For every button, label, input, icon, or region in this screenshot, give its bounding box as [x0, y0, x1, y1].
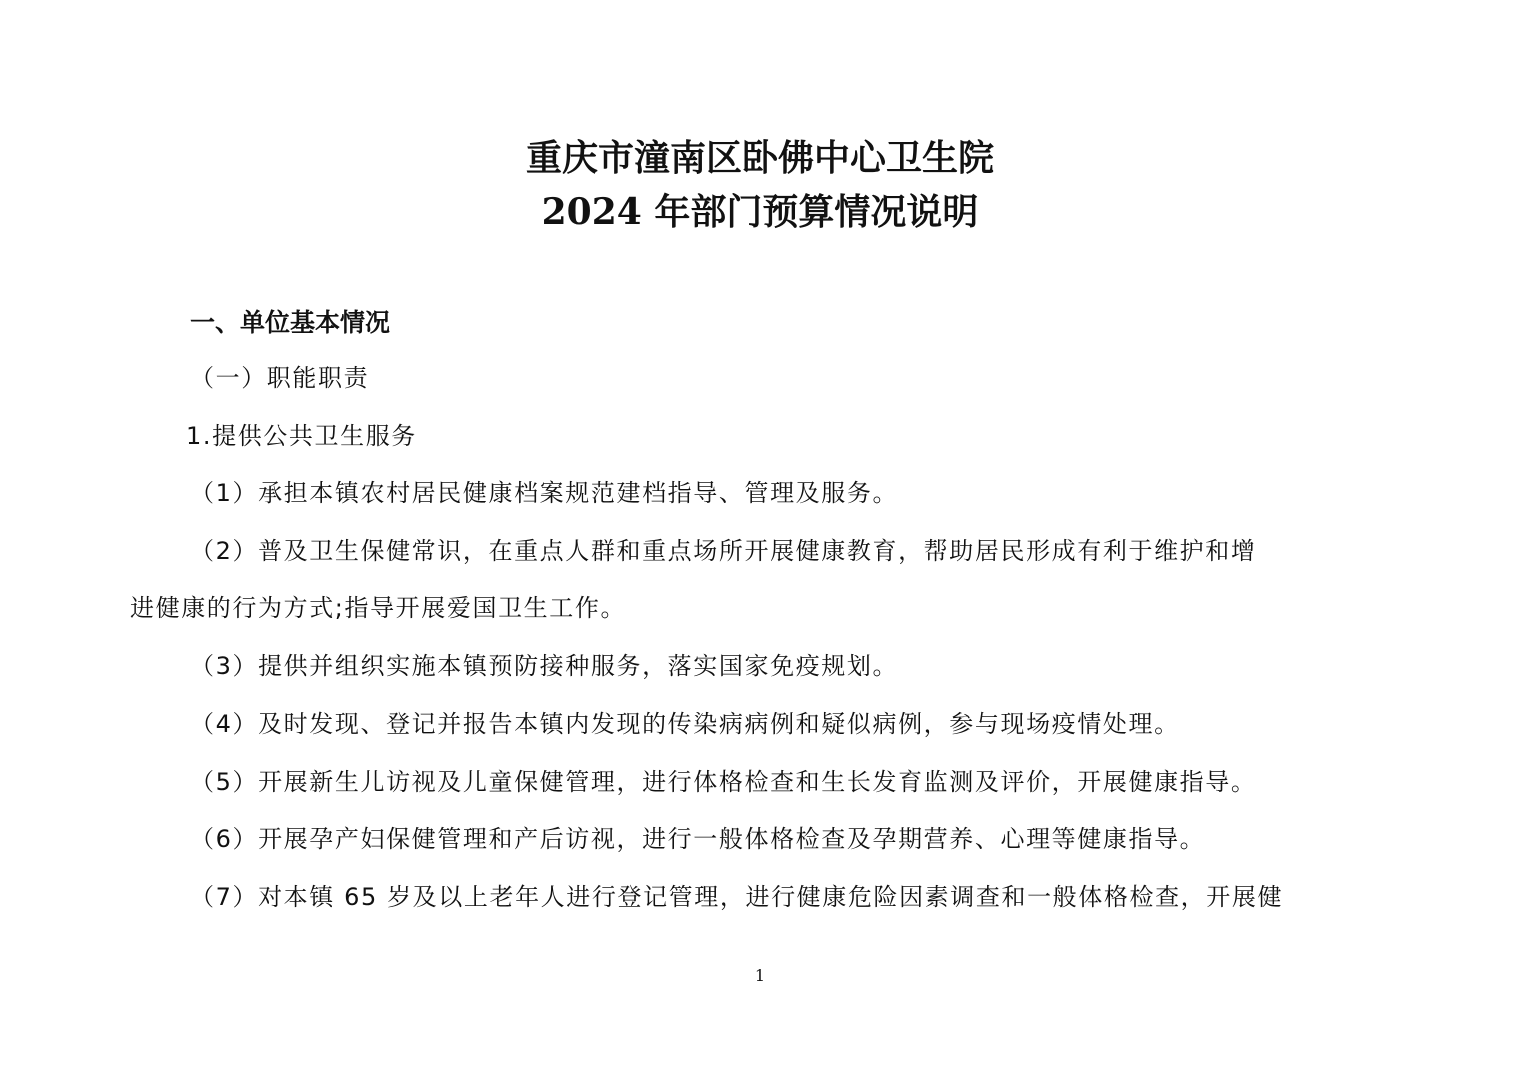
paragraph-line: 进健康的行为方式;指导开展爱国卫生工作。 — [130, 594, 627, 622]
item-heading: 1.提供公共卫生服务 — [186, 422, 417, 450]
paragraph-line: （5）开展新生儿访视及儿童保健管理，进行体格检查和生长发育监测及评价，开展健康指导。 — [190, 768, 1257, 796]
paragraph-line: （7）对本镇 65 岁及以上老年人进行登记管理，进行健康危险因素调查和一般体格检查，开展健 — [190, 883, 1284, 911]
paragraph-line: （1）承担本镇农村居民健康档案规范建档指导、管理及服务。 — [190, 479, 899, 507]
document-title-line2: 2024 年部门预算情况说明 — [541, 191, 979, 233]
paragraph-line: （2）普及卫生保健常识，在重点人群和重点场所开展健康教育，帮助居民形成有利于维护和增 — [190, 537, 1257, 565]
document-title-line1: 重庆市潼南区卧佛中心卫生院 — [525, 137, 994, 179]
section-heading: 一、单位基本情况 — [190, 308, 391, 337]
paragraph-line: （6）开展孕产妇保健管理和产后访视，进行一般体格检查及孕期营养、心理等健康指导。 — [190, 825, 1206, 853]
paragraph-line: （4）及时发现、登记并报告本镇内发现的传染病病例和疑似病例，参与现场疫情处理。 — [190, 710, 1180, 738]
paragraph-line: （3）提供并组织实施本镇预防接种服务，落实国家免疫规划。 — [190, 652, 899, 680]
page-number: 1 — [754, 966, 766, 985]
subsection-heading: （一）职能职责 — [190, 364, 370, 392]
